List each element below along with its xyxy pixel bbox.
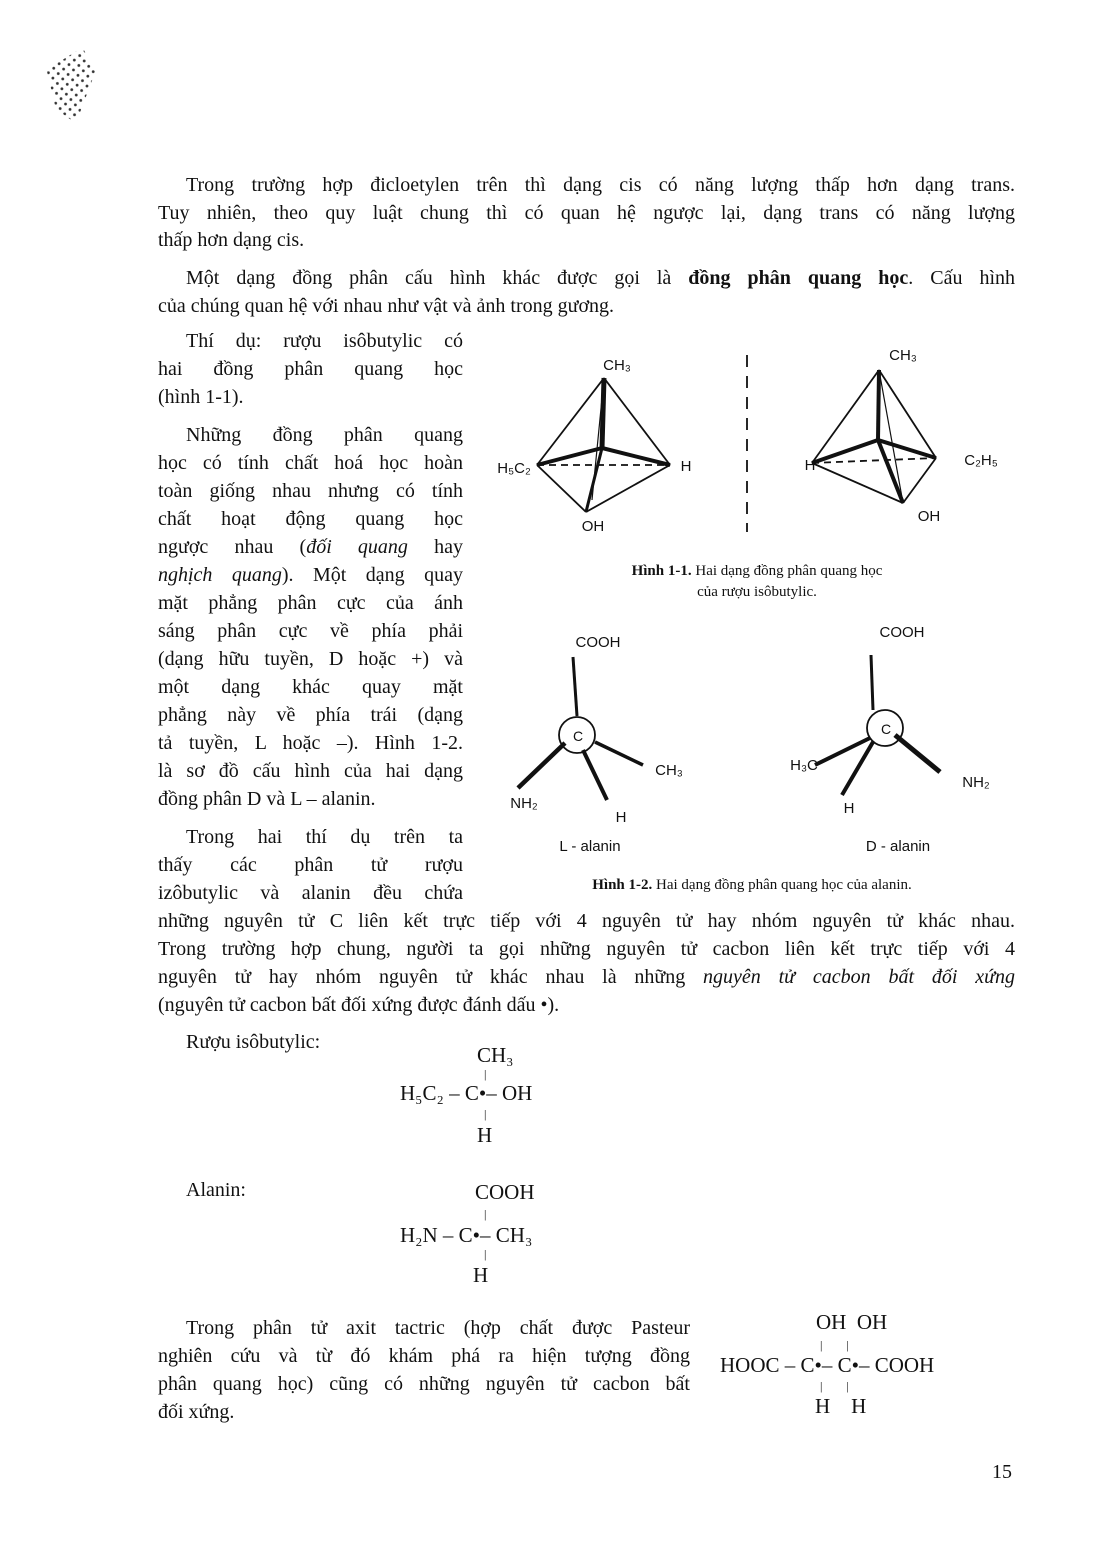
- fig2-l-center-label: C: [572, 728, 584, 744]
- text-segment: Trong trường hợp chung, người ta gọi những nguyên tử cacbon liên kết trực tiếp với 4: [158, 938, 1015, 960]
- text-line: [158, 200, 1015, 226]
- fig2-l-right-label: CH₃: [655, 762, 683, 779]
- text-line: [186, 265, 1015, 291]
- bold-term: đồng phân quang học: [688, 267, 909, 289]
- text-segment: những nguyên tử C liên kết trực tiếp với 4 nguyên tử hay nhóm nguyên tử khác nhau.: [158, 910, 1015, 932]
- text-segment: Trong phân tử axit tactric (hợp chất được Pasteur: [186, 1317, 690, 1339]
- isobutylic-bottom: H: [477, 1123, 493, 1147]
- figure-1-caption: [632, 562, 883, 580]
- fig2-d-top-label: COOH: [879, 624, 925, 641]
- text-line: [186, 824, 463, 850]
- italic-term: nghịch quang: [158, 564, 282, 586]
- text-segment: (dạng hữu tuyền, D hoặc +) và: [158, 648, 463, 670]
- text-segment: học có tính chất hoá học hoàn: [158, 452, 463, 474]
- fig1-left-left-label: H₅C₂: [497, 460, 531, 477]
- text-line: [158, 534, 463, 560]
- text-segment: Trong hai thí dụ trên ta: [186, 826, 463, 848]
- fig1-left-bottom-label: OH: [581, 518, 605, 535]
- text-segment: izôbutylic và alanin đều chứa: [158, 882, 463, 904]
- text-line: [158, 590, 463, 616]
- text-line: [158, 730, 463, 756]
- text-line: [186, 422, 463, 448]
- fig1-right-left-label: H: [804, 457, 816, 474]
- bond-line: | |: [820, 1338, 849, 1352]
- fig1-right-right-label: C₂H₅: [964, 452, 998, 469]
- text-segment: chất hoạt động quang học: [158, 508, 463, 530]
- fig2-l-top-label: COOH: [575, 634, 621, 651]
- text-line: [186, 328, 463, 354]
- text-line: [158, 1343, 690, 1369]
- isobutylic-label: Rượu isôbutylic:: [186, 1031, 321, 1053]
- text-line: [158, 506, 463, 532]
- bond-line: |: [484, 1207, 487, 1221]
- text-line: [158, 852, 463, 878]
- isobutylic-top: CH₃: [477, 1043, 514, 1067]
- text-segment: ngược nhau (: [158, 536, 307, 558]
- italic-term: nguyên tử cacbon bất đối xứng: [703, 966, 1015, 988]
- isobutylic-right: – OH: [486, 1081, 533, 1105]
- text-segment: là sơ đồ cấu hình của hai dạng: [158, 760, 463, 782]
- text-segment: phẳng này về phía trái (dạng: [158, 704, 463, 726]
- text-segment: (hình 1-1).: [158, 386, 244, 408]
- text-segment: (nguyên tử cacbon bất đối xứng được đánh dấu •).: [158, 994, 560, 1016]
- text-line: [158, 786, 463, 812]
- text-line: [186, 1315, 690, 1341]
- fig1-right-bottom-label: OH: [917, 508, 941, 525]
- text-segment: một dạng khác quay mặt: [158, 676, 463, 698]
- bond-line: | |: [820, 1379, 849, 1393]
- fig2-l-bottom-label: H: [615, 809, 627, 826]
- figure-1-caption-line2: của rượu isôbutylic.: [697, 584, 817, 600]
- fig2-d-right-label: NH₂: [962, 774, 990, 791]
- text-line: [158, 880, 463, 906]
- text-line: [158, 384, 463, 410]
- text-segment: Tuy nhiên, theo quy luật chung thì có quan hệ ngược lại, dạng trans có năng lượng: [158, 201, 1015, 224]
- figure-2-caption: [592, 876, 912, 894]
- text-line: [158, 1399, 690, 1425]
- figure-2-d-alanin: [815, 655, 940, 795]
- text-segment: toàn giống nhau nhưng có tính: [158, 480, 463, 502]
- text-line: [158, 356, 463, 382]
- text-segment: ). Một dạng quay: [281, 564, 463, 586]
- fig2-l-name: L - alanin: [559, 838, 621, 855]
- text-line: [158, 674, 463, 700]
- text-segment: hai đồng phân quang học: [158, 358, 463, 380]
- bond-line: |: [484, 1067, 487, 1081]
- text-line: [158, 293, 1015, 319]
- figure-1-left-tetrahedron: [537, 378, 670, 512]
- text-line: [158, 702, 463, 728]
- text-segment: Một dạng đồng phân cấu hình khác được gọi là: [186, 267, 689, 289]
- figure-2-number: Hình 1-2.: [592, 877, 653, 893]
- text-segment: Thí dụ: rượu isôbutylic có: [186, 330, 463, 352]
- text-line: [186, 172, 1015, 198]
- text-line: [158, 562, 463, 588]
- text-segment: đồng phân D và L – alanin.: [158, 788, 376, 810]
- fig2-d-center-label: C: [880, 721, 892, 737]
- text-segment: phân quang học) cũng có những nguyên tử cacbon bất: [158, 1373, 690, 1395]
- tartaric-bottom: H H: [815, 1394, 867, 1418]
- fig1-left-top-label: CH₃: [603, 357, 631, 374]
- text-line: [158, 450, 463, 476]
- text-segment: nghiên cứu và từ đó khám phá ra hiện tượng đồng: [158, 1345, 690, 1367]
- fig2-d-name: D - alanin: [865, 838, 931, 855]
- text-segment: nguyên tử hay nhóm nguyên tử khác nhau là những: [158, 966, 704, 988]
- alanin-left: H₂N –: [400, 1223, 459, 1247]
- fig1-left-right-label: H: [680, 458, 692, 475]
- alanin-right: – CH₃: [480, 1223, 533, 1247]
- tartaric-middle: HOOC – C•– C•– COOH: [720, 1353, 935, 1377]
- text-line: [158, 646, 463, 672]
- page-number: 15: [992, 1461, 1012, 1483]
- alanin-label: Alanin:: [186, 1179, 246, 1201]
- isobutylic-center: C•: [464, 1081, 487, 1105]
- alanin-center: C•: [458, 1223, 481, 1247]
- text-line: [158, 964, 1015, 990]
- bond-line: |: [484, 1107, 487, 1121]
- alanin-bottom: H: [473, 1263, 489, 1287]
- text-line: [158, 478, 463, 504]
- text-segment: thấy các phân tử rượu: [158, 854, 463, 876]
- fig2-l-left-label: NH₂: [510, 795, 538, 812]
- text-line: [158, 758, 463, 784]
- text-segment: sáng phân cực về phía phải: [158, 620, 463, 642]
- isobutylic-left: H₅C₂ –: [400, 1081, 465, 1105]
- tartaric-top: OH OH: [816, 1310, 888, 1334]
- text-segment: tả tuyền, L hoặc –). Hình 1-2.: [158, 732, 463, 754]
- figure-1-right-tetrahedron: [812, 370, 936, 503]
- text-line: [158, 227, 1015, 253]
- text-segment: Những đồng phân quang: [186, 424, 463, 446]
- text-segment: Trong trường hợp đicloetylen trên thì dạng cis có năng lượng thấp hơn dạng trans.: [186, 174, 1015, 196]
- text-line: [158, 618, 463, 644]
- fig1-right-top-label: CH₃: [889, 347, 917, 364]
- text-segment: thấp hơn dạng cis.: [158, 229, 305, 251]
- text-line: [158, 936, 1015, 962]
- figure-2-caption-text: Hai dạng đồng phân quang học của alanin.: [652, 877, 912, 893]
- figure-1-number: Hình 1-1.: [631, 563, 692, 579]
- fig2-d-left-label: H₃C: [790, 757, 818, 774]
- text-line: [158, 908, 1015, 934]
- text-segment: . Cấu hình: [908, 267, 1015, 289]
- text-segment: mặt phẳng phân cực của ánh: [158, 592, 463, 614]
- text-segment: hay: [407, 536, 463, 558]
- text-line: [158, 1371, 690, 1397]
- text-line: [158, 992, 1015, 1018]
- text-segment: của chúng quan hệ với nhau như vật và ảnh trong gương.: [158, 295, 615, 317]
- fig2-d-bottom-label: H: [843, 800, 855, 817]
- italic-term: đối quang: [306, 536, 408, 558]
- bond-line: |: [484, 1247, 487, 1261]
- figure-1-caption-text: Hai dạng đồng phân quang học: [691, 563, 883, 579]
- alanin-top: COOH: [475, 1180, 535, 1204]
- text-segment: đối xứng.: [158, 1401, 235, 1423]
